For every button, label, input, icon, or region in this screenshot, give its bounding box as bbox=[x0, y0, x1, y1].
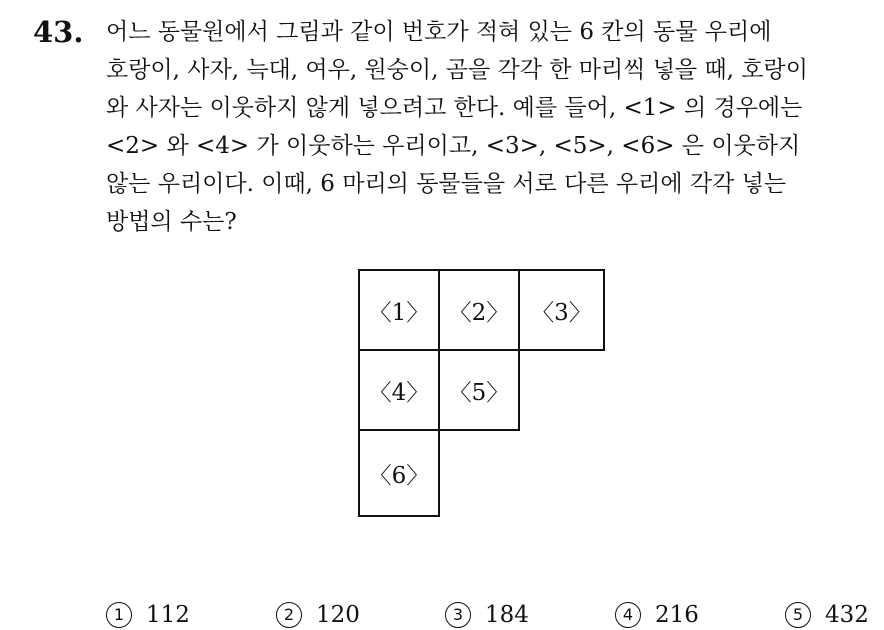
stem-line: 호랑이, 사자, 늑대, 여우, 원숭이, 곰을 각각 한 마리씩 넣을 때, 호랑이 bbox=[106, 57, 808, 83]
cage-cell-4: 〈4〉 bbox=[358, 349, 440, 431]
choice-5[interactable] bbox=[785, 600, 869, 630]
cage-cell-3: 〈3〉 bbox=[518, 269, 605, 351]
choice-3[interactable] bbox=[445, 600, 529, 630]
choice-value: 112 bbox=[146, 602, 190, 628]
choice-number-circle: 2 bbox=[276, 602, 302, 628]
cage-grid-figure bbox=[358, 269, 605, 517]
answer-choices bbox=[106, 600, 869, 630]
stem-line: <2> 와 <4> 가 이웃하는 우리이고, <3>, <5>, <6> 은 이웃하지 bbox=[106, 133, 801, 159]
cage-cell-2: 〈2〉 bbox=[438, 269, 520, 351]
choice-value: 216 bbox=[655, 602, 699, 628]
choice-number-circle: 5 bbox=[785, 602, 811, 628]
choice-2[interactable] bbox=[276, 600, 360, 630]
cage-cell-5: 〈5〉 bbox=[438, 349, 520, 431]
choice-value: 432 bbox=[825, 602, 869, 628]
stem-line: 와 사자는 이웃하지 않게 넣으려고 한다. 예를 들어, <1> 의 경우에는 bbox=[106, 95, 803, 121]
choice-4[interactable] bbox=[615, 600, 699, 630]
question-stem bbox=[106, 14, 866, 242]
stem-line: 방법의 수는? bbox=[106, 209, 237, 235]
choice-number-circle: 3 bbox=[445, 602, 471, 628]
stem-line: 어느 동물원에서 그림과 같이 번호가 적혀 있는 6 칸의 동물 우리에 bbox=[106, 19, 772, 45]
cage-cell-1: 〈1〉 bbox=[358, 269, 440, 351]
cage-cell-6: 〈6〉 bbox=[358, 429, 440, 517]
question-number: 43. bbox=[33, 15, 84, 49]
choice-number-circle: 1 bbox=[106, 602, 132, 628]
choice-value: 184 bbox=[485, 602, 529, 628]
stem-line: 않는 우리이다. 이때, 6 마리의 동물들을 서로 다른 우리에 각각 넣는 bbox=[106, 171, 787, 197]
choice-number-circle: 4 bbox=[615, 602, 641, 628]
choice-1[interactable] bbox=[106, 600, 190, 630]
choice-value: 120 bbox=[316, 602, 360, 628]
